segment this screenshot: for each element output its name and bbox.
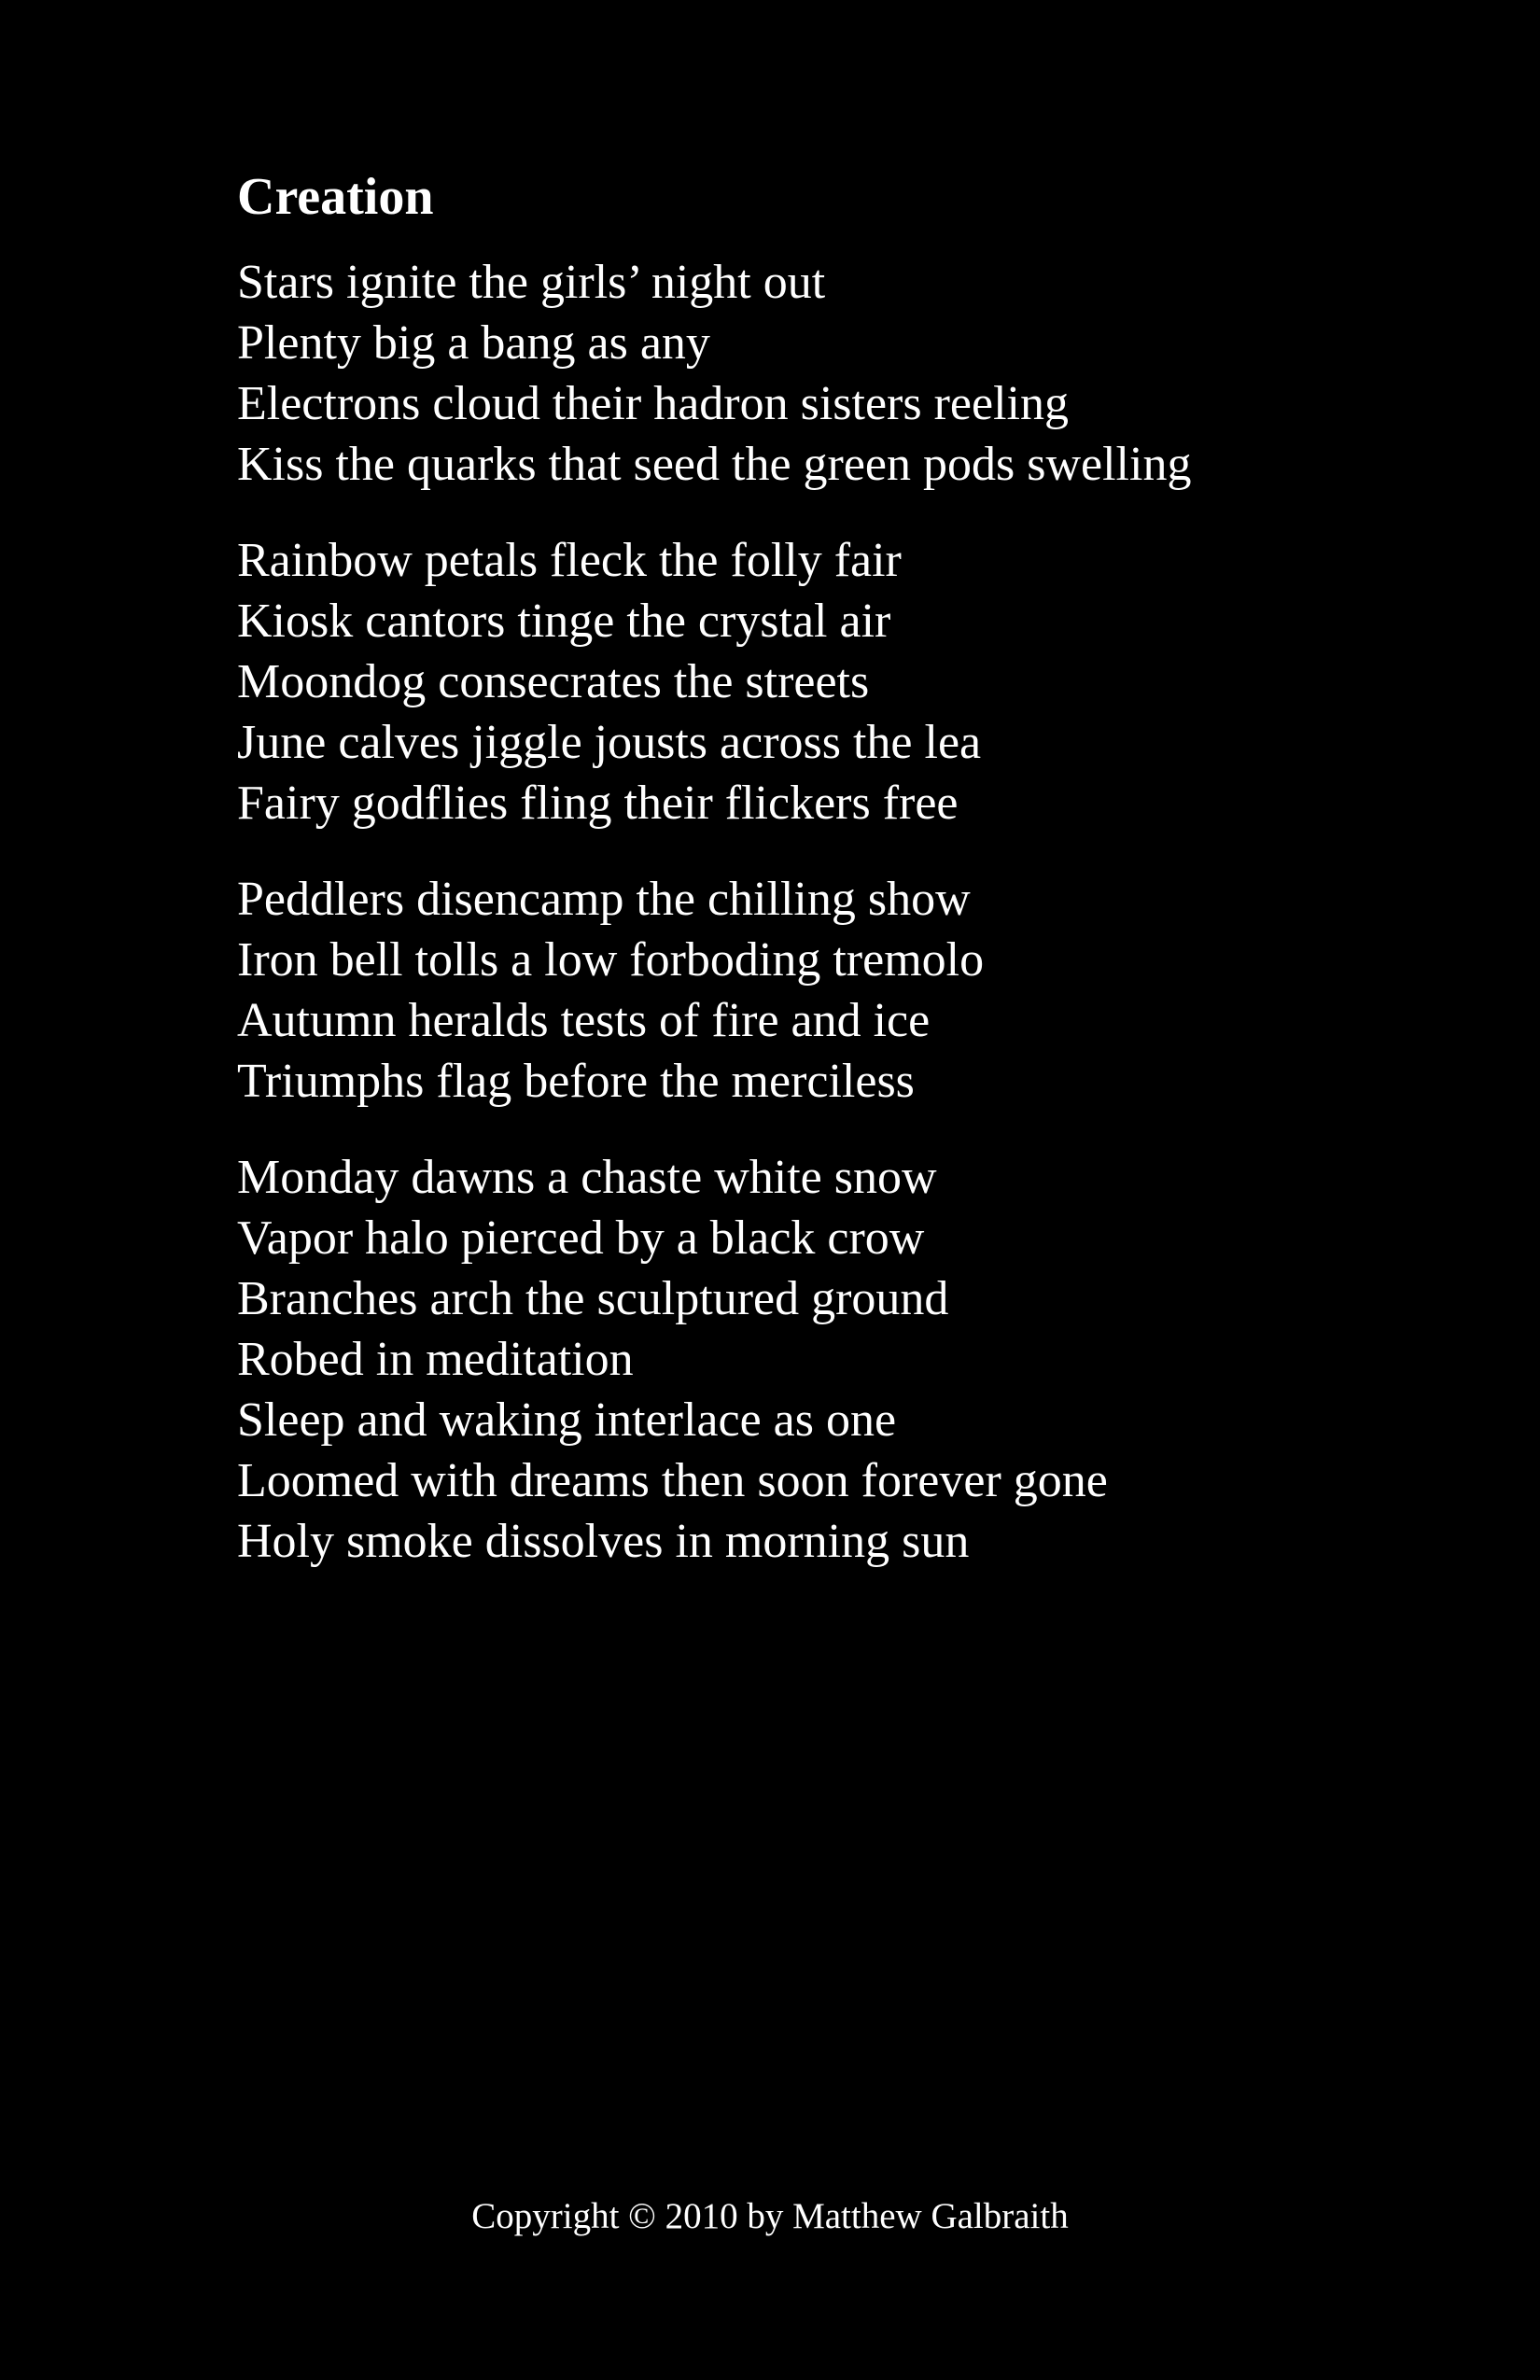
poem-line: Kiss the quarks that seed the green pods swelling bbox=[237, 438, 1192, 491]
poem-line: Triumphs flag before the merciless bbox=[237, 1055, 915, 1108]
poem-line: Rainbow petals fleck the folly fair bbox=[237, 534, 902, 587]
copyright-notice: Copyright © 2010 by Matthew Galbraith bbox=[471, 2196, 1069, 2236]
stanza-2 bbox=[237, 530, 1357, 833]
poem-line: Moondog consecrates the streets bbox=[237, 655, 870, 708]
stanza-4 bbox=[237, 1147, 1357, 1572]
poem-line: Loomed with dreams then soon forever gone bbox=[237, 1454, 1108, 1507]
poem-line: June calves jiggle jousts across the lea bbox=[237, 716, 982, 769]
poem-line: Branches arch the sculptured ground bbox=[237, 1272, 949, 1325]
poem-line: Electrons cloud their hadron sisters reeling bbox=[237, 377, 1069, 430]
stanza-3 bbox=[237, 869, 1357, 1112]
poem-line: Sleep and waking interlace as one bbox=[237, 1393, 897, 1447]
poem bbox=[237, 166, 1357, 1607]
poem-line: Stars ignite the girls’ night out bbox=[237, 256, 826, 309]
poem-line: Monday dawns a chaste white snow bbox=[237, 1151, 937, 1204]
poem-line: Kiosk cantors tinge the crystal air bbox=[237, 595, 891, 648]
poem-line: Robed in meditation bbox=[237, 1333, 634, 1386]
poem-title: Creation bbox=[237, 168, 434, 226]
poem-line: Peddlers disencamp the chilling show bbox=[237, 873, 971, 926]
poem-line: Iron bell tolls a low forboding tremolo bbox=[237, 933, 985, 987]
poem-line: Holy smoke dissolves in morning sun bbox=[237, 1515, 970, 1568]
poem-line: Vapor halo pierced by a black crow bbox=[237, 1211, 925, 1265]
poem-line: Plenty big a bang as any bbox=[237, 316, 710, 370]
stanza-1 bbox=[237, 252, 1357, 495]
poem-line: Autumn heralds tests of fire and ice bbox=[237, 994, 931, 1047]
poem-line: Fairy godflies fling their flickers free bbox=[237, 777, 959, 830]
